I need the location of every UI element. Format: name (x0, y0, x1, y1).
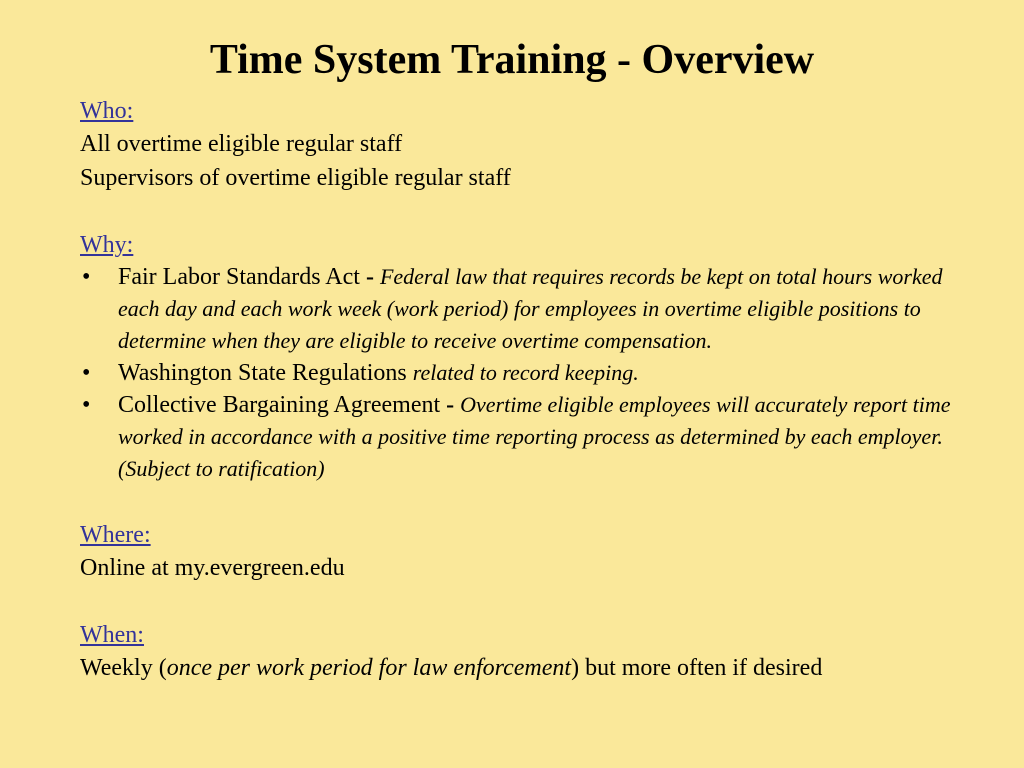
why-section (80, 229, 980, 485)
spacer (80, 195, 980, 229)
when-emphasis: once per work period for law enforcement (166, 655, 572, 681)
when-suffix: ) but more often if desired (571, 655, 823, 681)
when-section (80, 619, 980, 685)
bullet-lead: Fair Labor Standards Act (118, 264, 366, 290)
bullet-icon: • (82, 360, 91, 386)
where-heading: Where: (80, 522, 151, 548)
who-line-1: All overtime eligible regular staff (80, 131, 403, 157)
when-line (80, 651, 980, 685)
when-prefix: Weekly ( (80, 655, 167, 681)
who-section (80, 95, 980, 195)
where-line: Online at my.evergreen.edu (80, 555, 345, 581)
bullet-lead: Washington State Regulations (118, 360, 413, 386)
why-heading: Why: (80, 232, 134, 258)
spacer (80, 485, 980, 519)
why-bullet-list (80, 261, 980, 485)
who-heading: Who: (80, 98, 134, 124)
why-bullet-flsa (80, 261, 980, 357)
bullet-description: related to record keeping. (412, 360, 639, 385)
bullet-icon: • (82, 264, 91, 290)
bullet-separator: - (365, 264, 380, 290)
bullet-separator: - (446, 392, 461, 418)
bullet-icon: • (82, 392, 91, 418)
why-bullet-wa-regulations (80, 357, 980, 389)
bullet-description: Federal law that requires records be kept on total hours worked each day and each work week (work period) for employees in overtime eligible positions to determine when they are eligible to receive overtime compensation. (118, 264, 943, 353)
when-heading: When: (80, 622, 144, 648)
spacer (80, 585, 980, 619)
bullet-description: Overtime eligible employees will accurately report time worked in accordance with a positive time reporting process as determined by each employer. (Subject to ratification) (118, 392, 951, 481)
who-line-2: Supervisors of overtime eligible regular staff (80, 165, 511, 191)
slide-body (80, 95, 980, 685)
where-section (80, 519, 980, 585)
why-bullet-cba (80, 389, 980, 485)
slide-title: Time System Training - Overview (209, 37, 815, 83)
bullet-lead: Collective Bargaining Agreement (118, 392, 447, 418)
